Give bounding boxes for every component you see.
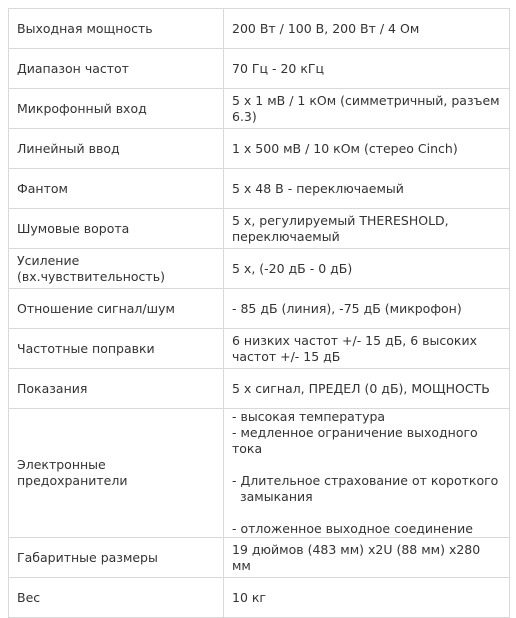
spec-label: Частотные поправки	[9, 329, 224, 369]
spec-label: Выходная мощность	[9, 9, 224, 49]
protection-item-continued: замыкания	[240, 489, 313, 504]
table-row	[9, 409, 510, 538]
spec-value: 5 x, (-20 дБ - 0 дБ)	[224, 249, 510, 289]
table-row	[9, 289, 510, 329]
table-row	[9, 249, 510, 289]
spec-value: 1 x 500 мВ / 10 кОм (стерео Cinch)	[224, 129, 510, 169]
spec-value: 5 x 48 В - переключаемый	[224, 169, 510, 209]
spec-label: Показания	[9, 369, 224, 409]
spec-value: 6 низких частот +/- 15 дБ, 6 высоких частот +/- 15 дБ	[224, 329, 510, 369]
protection-item: - высокая температура	[232, 409, 386, 424]
spec-value: 5 x 1 мВ / 1 кОм (симметричный, разъем 6.3)	[224, 89, 510, 129]
spec-label: Электронные предохранители	[9, 409, 224, 538]
spec-value: - 85 дБ (линия), -75 дБ (микрофон)	[224, 289, 510, 329]
protection-item: - Длительное страхование от короткого	[232, 473, 499, 488]
table-row	[9, 129, 510, 169]
spec-label: Линейный ввод	[9, 129, 224, 169]
spec-value-list	[224, 409, 510, 538]
table-row	[9, 209, 510, 249]
table-row	[9, 329, 510, 369]
spec-value: 200 Вт / 100 В, 200 Вт / 4 Ом	[224, 9, 510, 49]
spec-label: Диапазон частот	[9, 49, 224, 89]
protection-item: - медленное ограничение выходного тока	[232, 425, 478, 456]
table-row	[9, 369, 510, 409]
spacer	[232, 457, 501, 473]
table-row	[9, 89, 510, 129]
table-row	[9, 538, 510, 578]
spec-label: Шумовые ворота	[9, 209, 224, 249]
specifications-table	[8, 8, 510, 618]
spec-value: 19 дюймов (483 мм) x2U (88 мм) x280 мм	[224, 538, 510, 578]
protection-item: - отложенное выходное соединение	[232, 521, 473, 536]
spec-label: Габаритные размеры	[9, 538, 224, 578]
spec-label: Микрофонный вход	[9, 89, 224, 129]
table-row	[9, 578, 510, 618]
spec-value: 5 x, регулируемый THERESHOLD, переключаемый	[224, 209, 510, 249]
table-row	[9, 9, 510, 49]
spacer	[232, 505, 501, 521]
spec-label: Усиление (вх.чувствительность)	[9, 249, 224, 289]
spec-label: Вес	[9, 578, 224, 618]
spec-value: 70 Гц - 20 кГц	[224, 49, 510, 89]
table-row	[9, 49, 510, 89]
table-row	[9, 169, 510, 209]
spec-value: 5 x сигнал, ПРЕДЕЛ (0 дБ), МОЩНОСТЬ	[224, 369, 510, 409]
spec-label: Отношение сигнал/шум	[9, 289, 224, 329]
spec-label: Фантом	[9, 169, 224, 209]
spec-value: 10 кг	[224, 578, 510, 618]
